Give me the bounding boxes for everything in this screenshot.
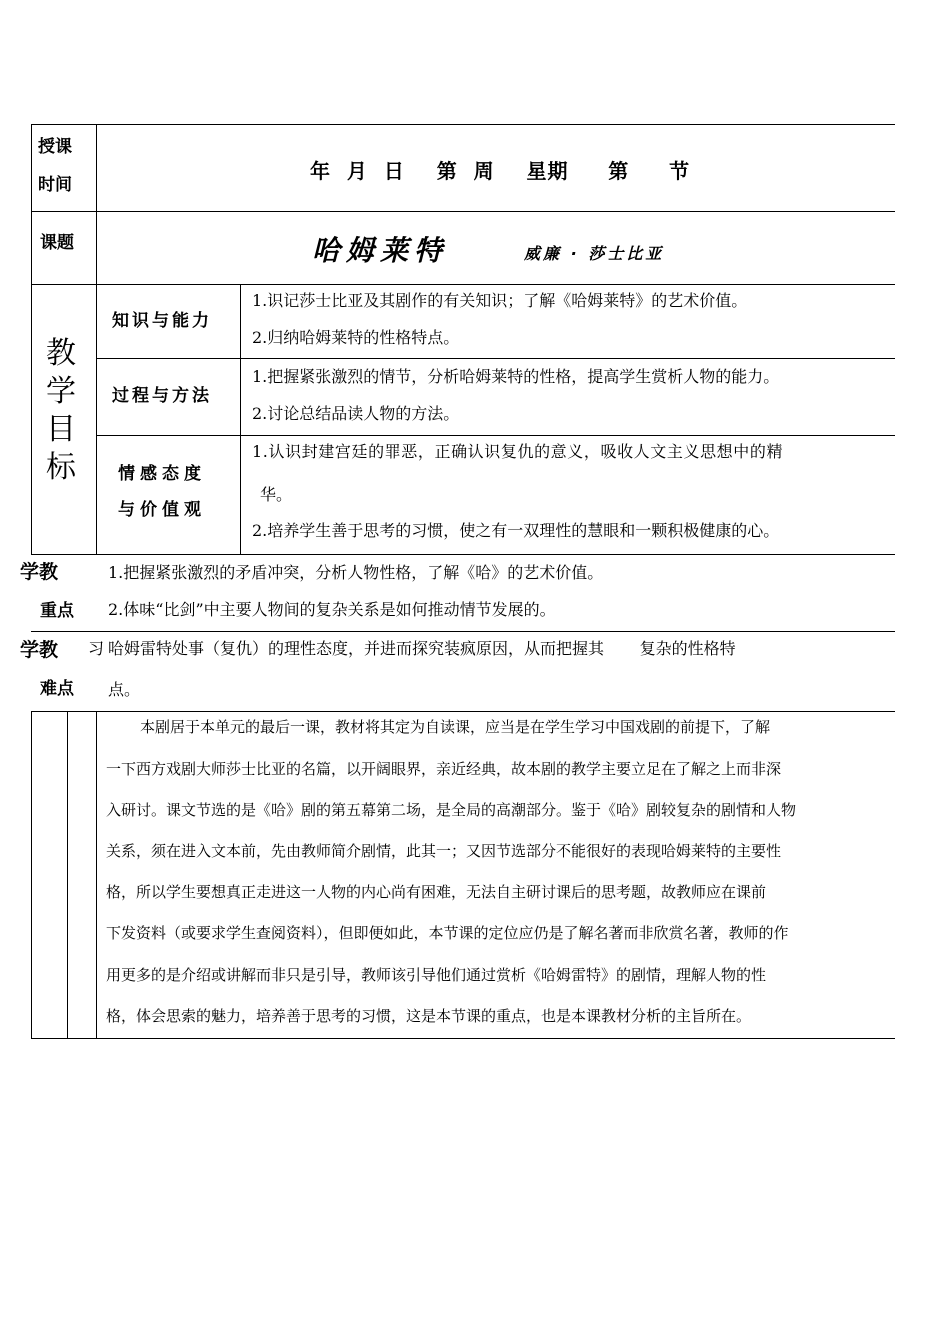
row-divider-objective-3 bbox=[96, 435, 895, 436]
difficulties-label-bottom: 难点 bbox=[40, 679, 74, 699]
objective-process-line-1: 1.把握紧张激烈的情节，分析哈姆莱特的性格，提高学生赏析人物的能力。 bbox=[252, 367, 780, 386]
objective-label-process: 过程与方法 bbox=[112, 386, 212, 406]
difficulties-prefix: 习 bbox=[88, 639, 105, 658]
difficulties-line-1: 哈姆雷特处事（复仇）的理性态度，并进而探究装疯原因，从而把握其 复杂的性格特 bbox=[108, 639, 736, 658]
analysis-line-7: 用更多的是介绍或讲解而非只是引导，教师该引导他们通过赏析《哈姆雷特》的剧情，理解人物的性 bbox=[106, 966, 767, 984]
date-line: 年 月 日 第 周 星期 第 节 bbox=[310, 159, 691, 183]
lesson-author: 威廉 · 莎士比亚 bbox=[524, 244, 665, 263]
keypoints-label-top: 学教 bbox=[20, 561, 59, 583]
label-column-divider bbox=[96, 124, 97, 555]
row-divider-difficulties bbox=[31, 631, 895, 632]
keypoints-line-1: 1.把握紧张激烈的矛盾冲突，分析人物性格，了解《哈》的艺术价值。 bbox=[108, 563, 604, 582]
objective-label-divider bbox=[240, 284, 241, 555]
analysis-line-1: 本剧居于本单元的最后一课，教材将其定为自读课，应当是在学生学习中国戏剧的前提下，了解 bbox=[140, 718, 771, 736]
table-left-border bbox=[31, 124, 32, 555]
lesson-title: 哈姆莱特 bbox=[312, 234, 449, 267]
analysis-line-2: 一下西方戏剧大师莎士比亚的名篇，以开阔眼界，亲近经典，故本剧的教学主要立足在了解之上而非深 bbox=[106, 760, 782, 778]
analysis-line-3: 入研讨。课文节选的是《哈》剧的第五幕第二场，是全局的高潮部分。鉴于《哈》剧较复杂的剧情和人物 bbox=[106, 801, 797, 819]
time-label: 授课 时间 bbox=[38, 137, 72, 195]
table-bottom-border bbox=[31, 1038, 895, 1039]
topic-label: 课题 bbox=[40, 233, 74, 253]
keypoints-label-bottom: 重点 bbox=[40, 601, 74, 621]
analysis-line-8: 格，体会思索的魅力，培养善于思考的习惯，这是本节课的重点，也是本课教材分析的主旨所在。 bbox=[106, 1007, 752, 1025]
analysis-line-5: 格，所以学生要想真正走进这一人物的内心尚有困难，无法自主研讨课后的思考题，故教师应在课前 bbox=[106, 883, 767, 901]
objective-label-knowledge: 知识与能力 bbox=[112, 311, 212, 331]
objective-attitude-line-3: 2.培养学生善于思考的习惯，使之有一双理性的慧眼和一颗积极健康的心。 bbox=[252, 521, 780, 540]
row-divider-objective-2 bbox=[96, 358, 895, 359]
objective-label-attitude: 情感态度 与价值观 bbox=[118, 464, 206, 520]
objective-knowledge-line-2: 2.归纳哈姆莱特的性格特点。 bbox=[252, 328, 460, 347]
row-divider-objectives bbox=[31, 284, 895, 285]
table-top-border bbox=[31, 124, 895, 125]
row-divider-topic bbox=[31, 211, 895, 212]
analysis-line-6: 下发资料（或要求学生查阅资料），但即便如此，本节课的定位应仍是了解名著而非欣赏名著，教师的作 bbox=[106, 924, 789, 942]
objective-knowledge-line-1: 1.识记莎士比亚及其剧作的有关知识；了解《哈姆莱特》的艺术价值。 bbox=[252, 291, 748, 310]
objective-attitude-line-2: 华。 bbox=[260, 485, 293, 504]
row-divider-keypoints bbox=[31, 554, 895, 555]
label-column-divider-lower bbox=[96, 711, 97, 1039]
analysis-inner-divider bbox=[67, 711, 68, 1039]
row-divider-analysis bbox=[31, 711, 895, 712]
keypoints-line-2: 2.体味“比剑”中主要人物间的复杂关系是如何推动情节发展的。 bbox=[108, 600, 556, 619]
objectives-side-label: 教学目标 bbox=[46, 336, 76, 485]
objective-process-line-2: 2.讨论总结品读人物的方法。 bbox=[252, 404, 460, 423]
objective-attitude-line-1: 1.认识封建宫廷的罪恶，正确认识复仇的意义，吸收人文主义思想中的精 bbox=[252, 442, 784, 461]
difficulties-line-2: 点。 bbox=[108, 680, 141, 699]
table-left-border-lower bbox=[31, 711, 32, 1039]
difficulties-label-top: 学教 bbox=[20, 639, 59, 661]
analysis-line-4: 关系，须在进入文本前，先由教师简介剧情，此其一；又因节选部分不能很好的表现哈姆莱特的主要性 bbox=[106, 842, 782, 860]
